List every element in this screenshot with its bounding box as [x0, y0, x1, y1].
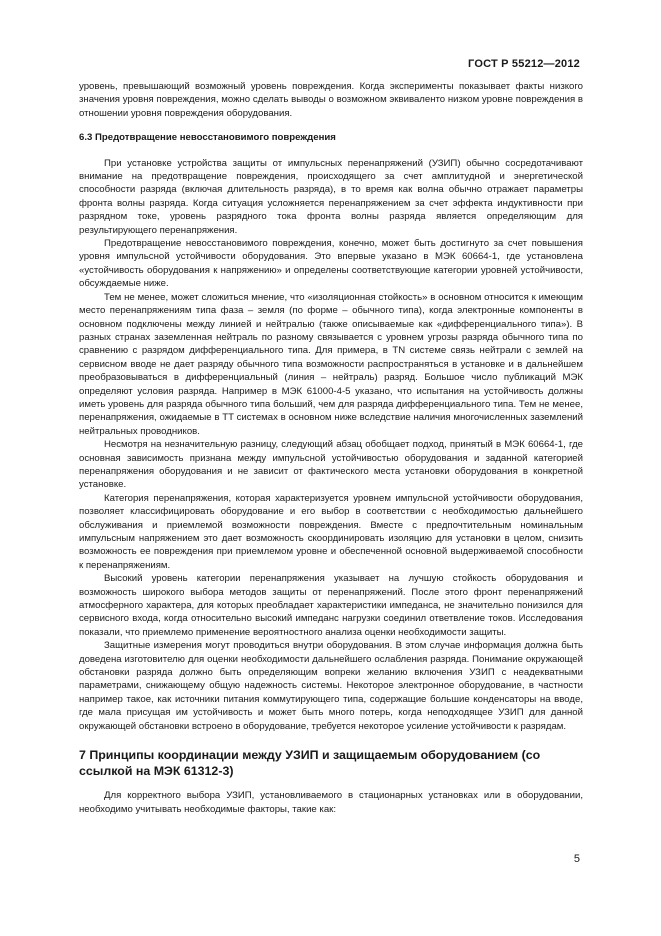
subsection-heading-6-3: 6.3 Предотвращение невосстановимого повреждения [79, 132, 336, 144]
paragraph-intro: уровень, превышающий возможный уровень повреждения. Когда эксперименты показывает факты низкого значения уровня повреждения, можно сделать выводы о возможном эквиваленто низком уровне повреждения в отношении уровня повреждения оборудования. [79, 81, 583, 119]
document-body [79, 80, 583, 816]
section-heading-7: 7 Принципы координации между УЗИП и защищаемым оборудованием (со ссылкой на МЭК 61312-3) [79, 748, 541, 779]
paragraph-7-1: Для корректного выбора УЗИП, установливаемого в стационарных установках или в оборудовании, необходимо учитывать необходимые факторы, такие как: [79, 790, 583, 815]
paragraph-6-3-3: Тем не менее, может сложиться мнение, что «изоляционная стойкость» в основном относится к имеющим место перенапряжениям типа фаза – земля (по форме – обычного типа), когда электронные компоненты в основном подключены между линией и нейтралью (также описываемые как «дифференциального типа»). В разных странах заземленная нейтраль по разному связывается с уровнем угрозы разряда обычного типа по сравнению с разрядом дифференциального типа. Для примера, в TN системе связь нейтрали с землей на сервисном вводе не дает разряду обычного типа возможности распространяться в установке и в дальнейшем преобразовываться в дифференциальный (линия – нейтраль) разряд. Большое число публикаций МЭК определяют условия разряда. Например в МЭК 61000-4-5 указано, что испытания на устойчивость должны иметь уровень для разряда обычного типа больший, чем для разряда дифференциального типа. Тем не менее, перенапряжения, ожидаемые в TT системах в основном ниже вследствие наличия многочисленных заземлений нейтральных проводников. [79, 291, 583, 437]
document-standard-code: ГОСТ Р 55212—2012 [468, 58, 580, 70]
paragraph-6-3-6: Высокий уровень категории перенапряжения указывает на лучшую стойкость оборудования и возможность широкого выбора методов защиты от перенапряжений. После этого фронт перенапряжений атмосферного характера, для которых преобладает характеристики импеданса, не значительно понизился для сервисного входа, когда относительно высокий импеданс нагрузки соединил ответвление токов. Исследования показали, что приемлемо применение вероятностного анализа оценки необходимости защиты. [79, 573, 583, 638]
paragraph-6-3-7: Защитные измерения могут проводиться внутри оборудования. В этом случае информация должна быть доведена изготовителю для оценки необходимости дальнейшего ослабления разряда. Понимание окружающей обстановки разряда должно быть определяющим вопреки желанию включения УЗИП с неадекватными параметрами, снижающему общую надежность системы. Некоторое электронное оборудование, в частности например такое, как источники питания коммутирующего типа, содержащие большие конденсаторы на вводе, где мала присущая им устойчивость и может быть много потерь, когда неподходящее УЗИП для данной окружающей обстановки встроено в оборудование, требуется некоторое усиление устойчивости к разрядам. [79, 640, 583, 732]
page-number: 5 [573, 853, 580, 865]
paragraph-6-3-2: Предотвращение невосстановимого повреждения, конечно, может быть достигнуто за счет повышения уровня импульсной устойчивости оборудования. Это впервые указано в МЭК 60664-1, где установлена «устойчивость оборудования к напряжению» и определены соответствующие категории уровней устойчивости, обсуждаемые ниже. [79, 238, 583, 290]
paragraph-6-3-4: Несмотря на незначительную разницу, следующий абзац обобщает подход, принятый в МЭК 60664-1, где основная зависимость признана между импульсной устойчивостью оборудования и заданной категорией перенапряжения оборудования и не зависит от фактического места установки оборудования в конкретной установке. [79, 439, 583, 491]
paragraph-6-3-1: При установке устройства защиты от импульсных перенапряжений (УЗИП) обычно сосредотачивают внимание на предотвращение повреждения, происходящего за счет амплитудной и энергетической способности разряда (включая длительность разряда), в то время как волна обычно отражает параметры фронта волны разряда. Когда ситуация усложняется перенапряжением за счет эффекта индуктивности при разрядном токе, уровень разрядного тока фронта волны разряда является определяющим для результирующего перенапряжения. [79, 157, 583, 236]
paragraph-6-3-5: Категория перенапряжения, которая характеризуется уровнем импульсной устойчивости оборудования, позволяет классифицировать оборудование и его выбор в соответствии с необходимостью дальнейшего обслуживания и приемлемой возможности повреждения. Вместе с предпочтительным номинальным импульсным напряжением это дает возможность скоординировать изоляцию для установки в целом, снизить возможность ее повреждения при приемлемом уровне и обеспеченной основной выдерживаемой способности к перенапряжениям. [79, 492, 583, 571]
